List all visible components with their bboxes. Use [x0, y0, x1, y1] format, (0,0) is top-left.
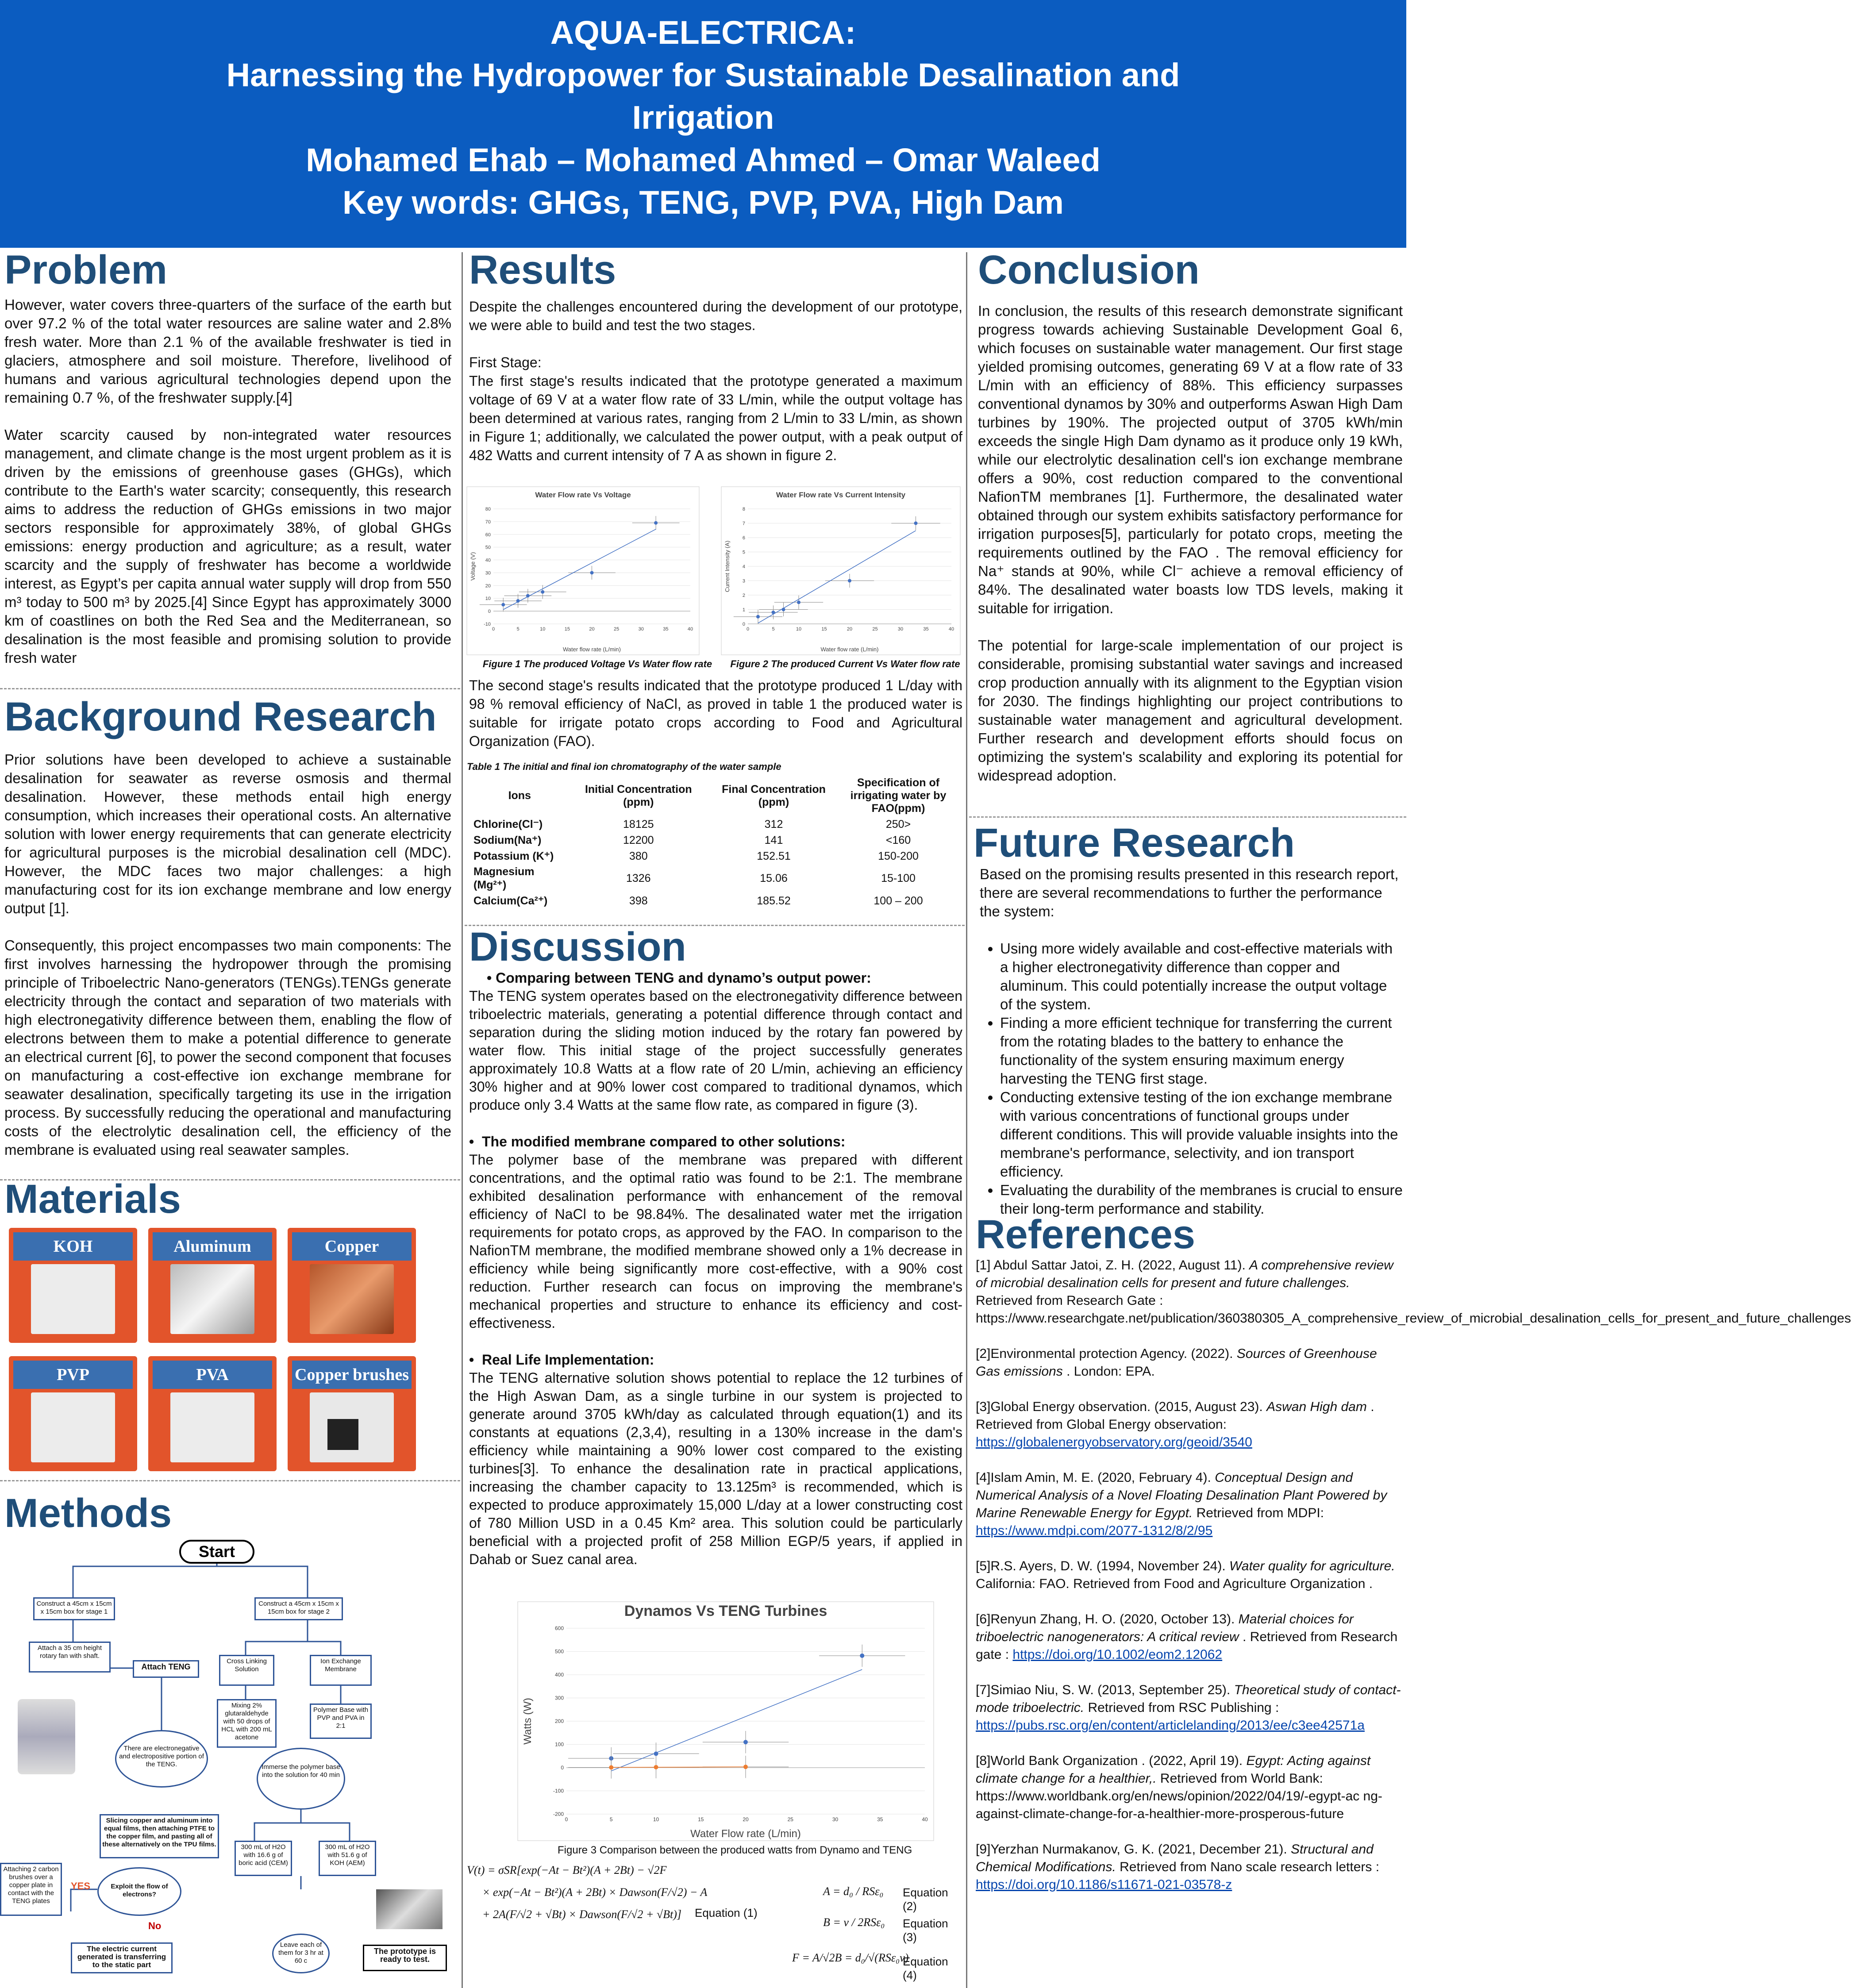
- x-tick-label: 0: [746, 627, 750, 632]
- y-tick-label: 80: [485, 507, 491, 512]
- figure-3: [518, 1602, 934, 1841]
- voltage-chart: [467, 487, 699, 655]
- reference-author: [7]Simiao Niu, S. W. (2013, September 25).: [976, 1683, 1234, 1697]
- table-row: [469, 864, 956, 893]
- material-label: Copper: [292, 1232, 412, 1261]
- divider: [0, 1480, 460, 1481]
- material-label: PVP: [13, 1361, 133, 1389]
- table-cell: 150-200: [878, 850, 919, 862]
- x-tick-label: 15: [821, 627, 827, 632]
- material-label: PVA: [153, 1361, 272, 1389]
- reference-source: California: FAO. Retrieved from Food and Agriculture Organization .: [976, 1577, 1373, 1591]
- data-point: [501, 603, 505, 607]
- table-row: [469, 848, 956, 864]
- equation-label: Equation (1): [695, 1906, 758, 1919]
- reference-link[interactable]: https://doi.org/10.1002/eom2.12062: [1012, 1647, 1223, 1662]
- y-axis-label: Current Intensity (A): [724, 540, 731, 592]
- y-tick-label: 8: [742, 507, 745, 512]
- poster-title: AQUA-ELECTRICA:: [550, 14, 856, 51]
- bullet-real-life: • Real Life Implementation:: [469, 1352, 654, 1368]
- background-heading: Background Research: [4, 694, 437, 739]
- material-aluminum: [148, 1228, 277, 1343]
- reference-source: . London: EPA.: [1062, 1364, 1155, 1379]
- conclusion-para-1: In conclusion, the results of this research demonstrate significant progress towards achieving Sustainable Development Goal 6, which focuses on sustainable water management. Our first stage yielded promising outcomes, generating 69 V at a flow rate of 33 L/min with an efficiency of 88%. This efficiency surpasses conventional dynamos by 30% and outperforms Aswan High Dam turbines by 190%. The projected output of 3705 kWh/min exceeds the single High Dam dynamo as it produce only 19 kWh, while our electrolytic desalination cell's ion exchange membrane offers a 90%, cost reduction compared to the conventional NafionTM membranes [1]. Furthermore, the desalinated water obtained through our system exhibits satisfactory performance for irrigation purposes[5], particularly for potato crops, meeting the requirements outlined by the FAO . The removal efficiency for Na⁺ stands at 90%, while Cl⁻ achieve a removal efficiency of 84%. The desalinated water boasts low TDS levels, making it suitable for irrigation.: [978, 303, 1403, 616]
- flow-step: Attach a 35 cm height rotary fan with shaft.: [29, 1642, 111, 1673]
- reference-link[interactable]: https://pubs.rsc.org/en/content/articlelanding/2013/ee/c3ee42571a: [976, 1718, 1365, 1733]
- data-point: [654, 521, 658, 525]
- carbon-brush-icon: [310, 1392, 394, 1462]
- reference-item: [976, 1752, 1403, 1823]
- reference-source: Retrieved from World Bank: https://www.worldbank.org/en/news/opinion/2022/04/19/-egypt-ac ng-against-climate-change-for-a-healthier-more-prosperous-future: [976, 1771, 1382, 1821]
- x-tick-label: 40: [687, 627, 693, 632]
- reference-author: [5]R.S. Ayers, D. W. (1994, November 24).: [976, 1559, 1230, 1573]
- problem-heading: Problem: [4, 247, 168, 292]
- table-cell: Potassium (K⁺): [473, 850, 554, 862]
- y-tick-label: 100: [554, 1741, 564, 1748]
- material-label: KOH: [13, 1232, 133, 1261]
- y-tick-label: -100: [553, 1788, 564, 1794]
- y-tick-label: 7: [742, 521, 745, 527]
- x-tick-label: 25: [787, 1816, 793, 1823]
- x-tick-label: 40: [922, 1816, 928, 1823]
- flow-decision: Exploit the flow of electrons?: [97, 1867, 181, 1916]
- x-tick-label: 15: [698, 1816, 704, 1823]
- reference-item: [976, 1469, 1403, 1540]
- reference-item: [976, 1398, 1403, 1451]
- y-tick-label: 50: [485, 545, 491, 550]
- x-tick-label: 5: [772, 627, 775, 632]
- reference-source: Retrieved from MDPI:: [1193, 1506, 1324, 1520]
- x-tick-label: 40: [948, 627, 954, 632]
- column-divider-left: [462, 252, 463, 1988]
- reference-title: A comprehensive review of microbial desalination cells for present and future challenges.: [976, 1258, 1393, 1290]
- materials-heading: Materials: [4, 1177, 181, 1222]
- x-axis-label: Water flow rate (L/min): [820, 646, 879, 653]
- future-heading: Future Research: [974, 820, 1295, 865]
- y-axis-label: Watts (W): [522, 1698, 534, 1745]
- equation-4-formula: F = A/√2B = d₀/√(RSε₀v): [792, 1951, 909, 1964]
- x-tick-label: 5: [516, 627, 520, 632]
- problem-para-1: However, water covers three-quarters of the surface of the earth but over 97.2 % of the total water resources are saline water and 2.8% fresh water. More than 2.1 % of the available freshwater is tied in glaciers, atmosphere and soil moisture. Therefore, livelihood of humans and various agricultural technologies depend upon the remaining 0.7 %, of the freshwater supply.[4]: [4, 296, 451, 406]
- reference-author: [3]Global Energy observation. (2015, August 23).: [976, 1400, 1267, 1414]
- y-tick-label: 30: [485, 570, 491, 576]
- material-pva: [148, 1356, 277, 1471]
- reference-source: Retrieved from Nano scale research letters :: [1116, 1860, 1380, 1874]
- reference-item: [976, 1557, 1403, 1593]
- equation-1-formula-3: + 2A(F/√2 + √Bt) × Dawson(F/√2 + √Bt)]: [482, 1908, 682, 1921]
- flow-step: Attaching 2 carbon brushes over a copper plate in contact with the TENG plates: [0, 1863, 62, 1916]
- y-tick-label: 40: [485, 558, 491, 563]
- equation-2-formula: A = d₀ / RSε₀: [823, 1885, 884, 1898]
- x-tick-label: 25: [872, 627, 878, 632]
- table-cell: 152.51: [757, 850, 791, 862]
- bullet-title: Real Life Implementation:: [481, 1352, 654, 1368]
- reference-title: Water quality for agriculture.: [1229, 1559, 1395, 1573]
- future-item: • Finding a more efficient technique for transferring the current from the rotating blades to the battery to enhance the functionality of the system ensuring maximum energy harvesting the TENG first stage.: [1000, 1014, 1403, 1088]
- chart-title: Water Flow rate Vs Current Intensity: [776, 491, 906, 499]
- future-section: [974, 821, 1403, 1219]
- methods-flowchart: [0, 1540, 460, 1988]
- discussion-para-1: The TENG system operates based on the electronegativity difference between triboelectric materials, generating a potential difference through contact and separation during the sliding motion induced by the rotary fan powered by water flow. This initial stage of the project successfully generates approximately 10.8 Watts at a flow rate of 20 L/min, achieving an efficiency 30% higher and at 90% lower cost compared to traditional dynamos, which produce only 3.4 Watts at the same flow rate, as compared in figure (3).: [469, 988, 962, 1113]
- y-tick-label: -10: [484, 622, 491, 627]
- x-tick-label: 30: [832, 1816, 839, 1823]
- keywords: Key words: GHGs, TENG, PVP, PVA, High Dam: [342, 184, 1064, 221]
- table-caption: Table 1 The initial and final ion chromatography of the water sample: [467, 761, 781, 772]
- no-label: No: [148, 1920, 162, 1931]
- x-tick-label: 0: [565, 1816, 568, 1823]
- equations: [465, 1858, 965, 1987]
- y-tick-label: 4: [742, 564, 745, 569]
- results-heading: Results: [469, 247, 616, 292]
- references-heading: References: [976, 1212, 1196, 1257]
- flow-step: Attach TENG: [133, 1660, 199, 1678]
- conclusion-para-2: The potential for large-scale implementation of our project is considerable, promising substantial water savings and increased crop production annually with its alignment to the Egyptian vision for 2030. The findings highlighting our project contributions to sustainable water management and agricultural development. Further research and development efforts should focus on optimizing the system's scalability and exploring its potential for widespread adoption.: [978, 637, 1403, 784]
- reference-author: [6]Renyun Zhang, H. O. (2020, October 13).: [976, 1612, 1239, 1627]
- conclusion-heading: Conclusion: [978, 247, 1200, 292]
- reference-author: [2]Environmental protection Agency. (2022).: [976, 1346, 1237, 1361]
- x-tick-label: 25: [614, 627, 620, 632]
- material-label: Aluminum: [153, 1232, 272, 1261]
- table-cell: 100 – 200: [874, 894, 923, 907]
- y-tick-label: 1: [742, 607, 745, 613]
- table-row: [469, 832, 956, 848]
- future-intro: Based on the promising results presented in this research report, there are several recommendations to further the performance the system:: [980, 866, 1399, 919]
- reference-title: Material choices for triboelectric nanogenerators: A critical review: [976, 1612, 1354, 1644]
- x-tick-label: 30: [638, 627, 644, 632]
- table-cell: Magnesium (Mg²⁺): [473, 865, 535, 891]
- discussion-para-2: The polymer base of the membrane was prepared with different concentrations, and the optimal ratio was found to be 2:1. The membrane exhibited desalination performance with enhancement of the removal efficiency of NaCl to be 98.84%. The desalinated water met the irrigation requirements for potato crops, as approved by the FAO. In comparison to the NafionTM membrane, the modified membrane showed only a 1% decrease in efficiency while being significantly more cost-effective, with a 90% cost reduction. Further research can focus on improving the membrane's mechanical properties and structure to enhance its efficiency and cost-effectiveness.: [469, 1152, 962, 1331]
- y-tick-label: 20: [485, 583, 491, 589]
- table-cell: 15.06: [760, 872, 788, 884]
- yes-label: YES: [71, 1880, 91, 1892]
- material-koh: [9, 1228, 137, 1343]
- table-cell: <160: [885, 834, 911, 846]
- reference-title: Aswan High dam: [1266, 1400, 1367, 1414]
- flow-step: Construct a 45cm x 15cm x 15cm box for stage 1: [33, 1597, 115, 1620]
- future-item: • Conducting extensive testing of the ion exchange membrane with various concentrations of functional groups under different conditions. This will provide valuable insights into the membrane's performance, selectivity, and ion transport efficiency.: [1000, 1088, 1403, 1181]
- conclusion-section: [978, 248, 1403, 810]
- table-cell: 18125: [623, 818, 654, 831]
- x-tick-label: 20: [743, 1816, 749, 1823]
- y-tick-label: 600: [554, 1625, 564, 1631]
- reference-title: Conceptual Design and Numerical Analysis of a Novel Floating Desalination Plant Powered by Marine Renewable Energy for Egypt.: [976, 1470, 1387, 1520]
- aluminum-foil-icon: [170, 1264, 254, 1334]
- x-tick-label: 5: [609, 1816, 613, 1823]
- figure-1: [467, 487, 699, 655]
- reference-link[interactable]: https://www.mdpi.com/2077-1312/8/2/95: [976, 1523, 1213, 1538]
- bullet-title: The modified membrane compared to other solutions:: [481, 1134, 846, 1150]
- y-tick-label: 60: [485, 532, 491, 538]
- y-tick-label: 300: [554, 1695, 564, 1701]
- table-cell: 141: [764, 834, 783, 846]
- data-point: [541, 590, 544, 594]
- table-header: Initial Concentration (ppm): [585, 783, 692, 808]
- authors: Mohamed Ehab – Mohamed Ahmed – Omar Waleed: [306, 142, 1101, 178]
- x-tick-label: 15: [564, 627, 570, 632]
- figure-2: [721, 487, 960, 655]
- divider: [969, 816, 1406, 818]
- reference-source: . Retrieved from Research gate :: [976, 1630, 1398, 1662]
- equation-label: Equation (2): [903, 1886, 948, 1913]
- reference-item: [976, 1257, 1851, 1327]
- equation-label: Equation (3): [903, 1917, 948, 1944]
- x-tick-label: 35: [663, 627, 669, 632]
- background-section: [4, 695, 451, 1177]
- y-tick-label: 500: [554, 1648, 564, 1655]
- reference-link[interactable]: https://doi.org/10.1186/s11671-021-03578-z: [976, 1877, 1232, 1892]
- bullet-comparing: • Comparing between TENG and dynamo’s output power:: [487, 970, 871, 986]
- koh-jar-icon: [31, 1264, 115, 1334]
- equation-label: Equation (4): [903, 1955, 948, 1982]
- reference-title: Egypt: Acting against climate change for a healthier,.: [976, 1753, 1371, 1786]
- x-tick-label: 20: [589, 627, 595, 632]
- poster-subtitle-1: Harnessing the Hydropower for Sustainable Desalination and: [226, 57, 1180, 93]
- stage2-text: The second stage's results indicated that the prototype produced 1 L/day with 98 % removal efficiency of NaCl, as proved in table 1 the produced water is suitable for irrigate potato crops according to Food and Agricultural Organization (FAO).: [469, 677, 962, 749]
- start-node: Start: [179, 1540, 254, 1564]
- flow-step: Immerse the polymer base into the solution for 40 min: [257, 1748, 345, 1810]
- first-stage-label: First Stage:: [469, 354, 542, 370]
- data-point: [848, 579, 851, 583]
- reference-item: [976, 1681, 1403, 1734]
- table-cell: 398: [629, 894, 648, 907]
- y-tick-label: 2: [742, 593, 745, 598]
- y-tick-label: 0: [561, 1765, 564, 1771]
- data-point: [590, 571, 594, 574]
- table-row: [469, 816, 956, 832]
- table-cell: 12200: [623, 834, 654, 846]
- background-para-2: Consequently, this project encompasses two main components: The first involves harnessing the hydropower through the promising principle of Triboelectric Nano-generators (TENGs).TENGs generate electricity through the contact and separation of two materials with high electronegativity difference between them, enabling the flow of electrons between them to make a potential difference to generate an electrical current [6], to power the second component that focuses on manufacturing a cost-effective ion exchange membrane for seawater desalination, specifically targeting its use in the irrigation process. By successfully reducing the operational and manufacturing costs of the electrolytic desalination cell, the efficiency of the membrane is evaluated using real seawater samples.: [4, 937, 451, 1158]
- reference-item: [976, 1611, 1403, 1664]
- y-tick-label: 0: [742, 622, 745, 627]
- table-cell: 312: [764, 818, 783, 831]
- x-axis-label: Water Flow rate (L/min): [690, 1828, 801, 1840]
- equation-1-formula: V(t) = σSR[exp(−At − Bt²)(A + 2Bt) − √2F: [467, 1864, 667, 1876]
- flow-step: Polymer Base with PVP and PVA in 2:1: [310, 1703, 372, 1739]
- future-item: • Evaluating the durability of the membranes is crucial to ensure their long-term performance and stability.: [1000, 1181, 1403, 1218]
- material-pvp: [9, 1356, 137, 1471]
- fig3-caption: Figure 3 Comparison between the produced watts from Dynamo and TENG: [558, 1844, 912, 1856]
- reference-author: [8]World Bank Organization . (2022, April 19).: [976, 1753, 1247, 1768]
- table-cell: Chlorine(Cl⁻): [473, 818, 543, 831]
- flow-step: 300 mL of H2O with 16.6 g of boric acid (CEM): [235, 1841, 292, 1876]
- flow-step: Mixing 2% glutaraldehyde with 50 drops of HCL with 200 mL acetone: [217, 1699, 277, 1748]
- material-copper-brushes: [288, 1356, 416, 1471]
- reference-title: Structural and Chemical Modifications.: [976, 1842, 1374, 1874]
- bullet-membrane: • The modified membrane compared to other solutions:: [469, 1134, 846, 1150]
- y-tick-label: 400: [554, 1672, 564, 1678]
- table-cell: 185.52: [757, 894, 791, 907]
- problem-section: [4, 248, 451, 673]
- x-tick-label: 0: [492, 627, 495, 632]
- reference-link[interactable]: https://globalenergyobservatory.org/geoid/3540: [976, 1435, 1252, 1450]
- x-tick-label: 35: [923, 627, 929, 632]
- table-cell: 250>: [885, 818, 911, 831]
- material-copper: [288, 1228, 416, 1343]
- flow-step: Slicing copper and aluminum into equal films, then attaching PTFE to the copper film, and pasting all of these alternatively on the TPU films.: [100, 1814, 219, 1858]
- methods-section: [4, 1491, 451, 1544]
- reference-author: [1] Abdul Sattar Jatoi, Z. H. (2022, August 11).: [976, 1258, 1250, 1273]
- table-cell: 1326: [626, 872, 651, 884]
- x-tick-label: 35: [877, 1816, 883, 1823]
- y-tick-label: 10: [485, 596, 491, 602]
- reference-source: Retrieved from RSC Publishing :: [1084, 1700, 1279, 1715]
- equation-1-formula-2: × exp(−At − Bt²)(A + 2Bt) × Dawson(F/√2) − A: [482, 1886, 708, 1899]
- fig2-caption: Figure 2 The produced Current Vs Water flow rate: [730, 658, 960, 669]
- background-para-1: Prior solutions have been developed to achieve a sustainable desalination for seawater as reverse osmosis and thermal desalination. However, these methods entail high energy consumption, which increases their operational costs. An alternative solution with lower energy requirements that can generate electricity for agricultural purposes is the microbial desalination cell (MDC). However, the MDC faces two major challenges: a high manufacturing cost for its ion exchange membrane and low energy output [1].: [4, 751, 451, 916]
- data-point: [860, 1653, 864, 1658]
- membrane-image: [376, 1889, 443, 1929]
- y-axis-label: Voltage (V): [469, 552, 476, 581]
- x-tick-label: 30: [897, 627, 904, 632]
- table-cell: 15-100: [881, 872, 916, 884]
- reference-source: Retrieved from Research Gate : https://www.researchgate.net/publication/360380305_A_comprehensive_review_of_microbial_desalination_cells_for_present_and_future_challenges: [976, 1293, 1851, 1326]
- reference-item: [976, 1841, 1403, 1894]
- reference-source: . Retrieved from Global Energy observation:: [976, 1400, 1374, 1432]
- x-axis-label: Water flow rate (L/min): [563, 646, 621, 653]
- x-tick-label: 10: [540, 627, 546, 632]
- future-item: • Using more widely available and cost-effective materials with a higher electronegativity difference than copper and aluminum. This could potentially increase the output voltage of the system.: [1000, 939, 1403, 1014]
- problem-para-2: Water scarcity caused by non-integrated water resources management, and climate change is the most urgent problem as it is driven by the emissions of greenhouse gases (GHGs), which contribute to the Earth's water scarcity; consequently, this research aims to address the reduction of GHGs emissions in two major sectors responsible for approximately 38%, of global GHGs emissions: energy production and agriculture; as a result, water scarcity and the supply of freshwater has become a worldwide interest, as Egypt’s per capita annual water supply will drop from 550 m³ today to 500 m³ by 2025.[4] Since Egypt has approximately 3000 km of coastlines on both the Red Sea and the Mediterranean, so desalination is the most feasible and promising solution to provide fresh water: [4, 427, 451, 666]
- table-cell: Sodium(Na⁺): [473, 834, 542, 846]
- flow-step: Construct a 45cm x 15cm x 15cm box for stage 2: [254, 1597, 343, 1620]
- flow-step: Ion Exchange Membrane: [310, 1655, 372, 1686]
- y-tick-label: 200: [554, 1718, 564, 1724]
- pvp-bottle-icon: [31, 1392, 115, 1462]
- stage1-text: The first stage's results indicated that the prototype generated a maximum voltage of 69 V at a water flow rate of 33 L/min, while the output voltage has been determined at various rates, ranging from 2 L/min to 33 L/min, as shown in Figure 1; additionally, we calculated the power output, with a peak output of 482 Watts and current intensity of 7 A as shown in figure 2.: [469, 373, 962, 463]
- reference-author: [9]Yerzhan Nurmakanov, G. K. (2021, December 21).: [976, 1842, 1291, 1857]
- y-tick-label: 0: [488, 609, 491, 615]
- table-cell: Calcium(Ca²⁺): [473, 895, 548, 907]
- reference-item: [976, 1345, 1403, 1380]
- methods-heading: Methods: [4, 1491, 172, 1536]
- reference-title: Sources of Greenhouse Gas emissions: [976, 1346, 1377, 1379]
- x-tick-label: 10: [653, 1816, 659, 1823]
- copper-roll-icon: [310, 1264, 394, 1334]
- bullet-title: Comparing between TENG and dynamo’s output power:: [496, 970, 871, 986]
- flow-step: Cross Linking Solution: [219, 1655, 274, 1686]
- x-tick-label: 20: [847, 627, 853, 632]
- poster-subtitle-2: Irrigation: [632, 99, 774, 136]
- prototype-image: [18, 1699, 75, 1774]
- column-divider-right: [966, 252, 967, 1988]
- references-section: [976, 1212, 1851, 1987]
- divider: [0, 688, 460, 689]
- flow-end: The prototype is ready to test.: [363, 1945, 447, 1971]
- y-tick-label: 70: [485, 519, 491, 525]
- reference-title: Theoretical study of contact-mode triboelectric.: [976, 1683, 1401, 1715]
- flow-step: 300 mL of H2O with 51.6 g of KOH (AEM): [319, 1841, 376, 1876]
- data-point: [743, 1740, 748, 1744]
- flow-step: The electric current generated is transferring to the static part: [71, 1942, 173, 1973]
- y-tick-label: 3: [742, 578, 745, 584]
- dynamo-teng-chart: [518, 1602, 934, 1841]
- current-chart: [721, 487, 960, 655]
- reference-author: [4]Islam Amin, M. E. (2020, February 4).: [976, 1470, 1215, 1485]
- flow-step: Leave each of them for 3 hr at 60 c: [272, 1934, 330, 1973]
- data-point: [797, 600, 800, 604]
- material-label: Copper brushes: [292, 1361, 412, 1389]
- table-header: Specification of irrigating water by FAO(ppm): [850, 777, 947, 815]
- pva-jar-icon: [170, 1392, 254, 1462]
- table-cell: 380: [629, 850, 648, 862]
- x-tick-label: 10: [796, 627, 802, 632]
- discussion-para-3: The TENG alternative solution shows potential to replace the 12 turbines of the High Aswan Dam, as a single turbine in our system is projected to generate around 3705 kWh/day as calculated through equation(1) and its constants at equations (2,3,4), resulting in a 130% increase in the dam's efficiency while maintaining a 90% lower cost compared to the existing turbines[3]. To enhance the desalination rate in practical applications, increasing the chamber capacity to 13.125m³ is recommended, which is expected to produce approximately 15,000 L/day at a lower constructing cost of 780 Million USD in a 0.45 Km² area. This solution could be particularly beneficial with a projected profit of 258 Million EGP/5 years, if applied in Dahab or Suez canal area.: [469, 1370, 962, 1567]
- discussion-heading: Discussion: [469, 924, 686, 969]
- data-point: [756, 615, 760, 619]
- y-tick-label: 6: [742, 535, 745, 541]
- table-header: Final Concentration (ppm): [722, 783, 826, 808]
- discussion-section: [469, 925, 962, 1597]
- y-tick-label: -200: [553, 1811, 564, 1817]
- flow-decision: There are electronegative and electropositive portion of the TENG.: [115, 1730, 208, 1788]
- results-intro: Despite the challenges encountered during the development of our prototype, we were able to build and test the two stages.: [469, 299, 962, 333]
- chart-title: Water Flow rate Vs Voltage: [535, 491, 631, 499]
- fig1-caption: Figure 1 The produced Voltage Vs Water flow rate: [482, 658, 712, 669]
- ion-table: [469, 775, 956, 909]
- data-point: [914, 522, 918, 525]
- table-row: [469, 893, 956, 909]
- chart-title: Dynamos Vs TENG Turbines: [624, 1603, 827, 1619]
- y-tick-label: 5: [742, 550, 745, 555]
- poster-header: [0, 0, 1406, 248]
- equation-3-formula: B = v / 2RSε₀: [823, 1916, 885, 1929]
- table-header: Ions: [508, 789, 531, 802]
